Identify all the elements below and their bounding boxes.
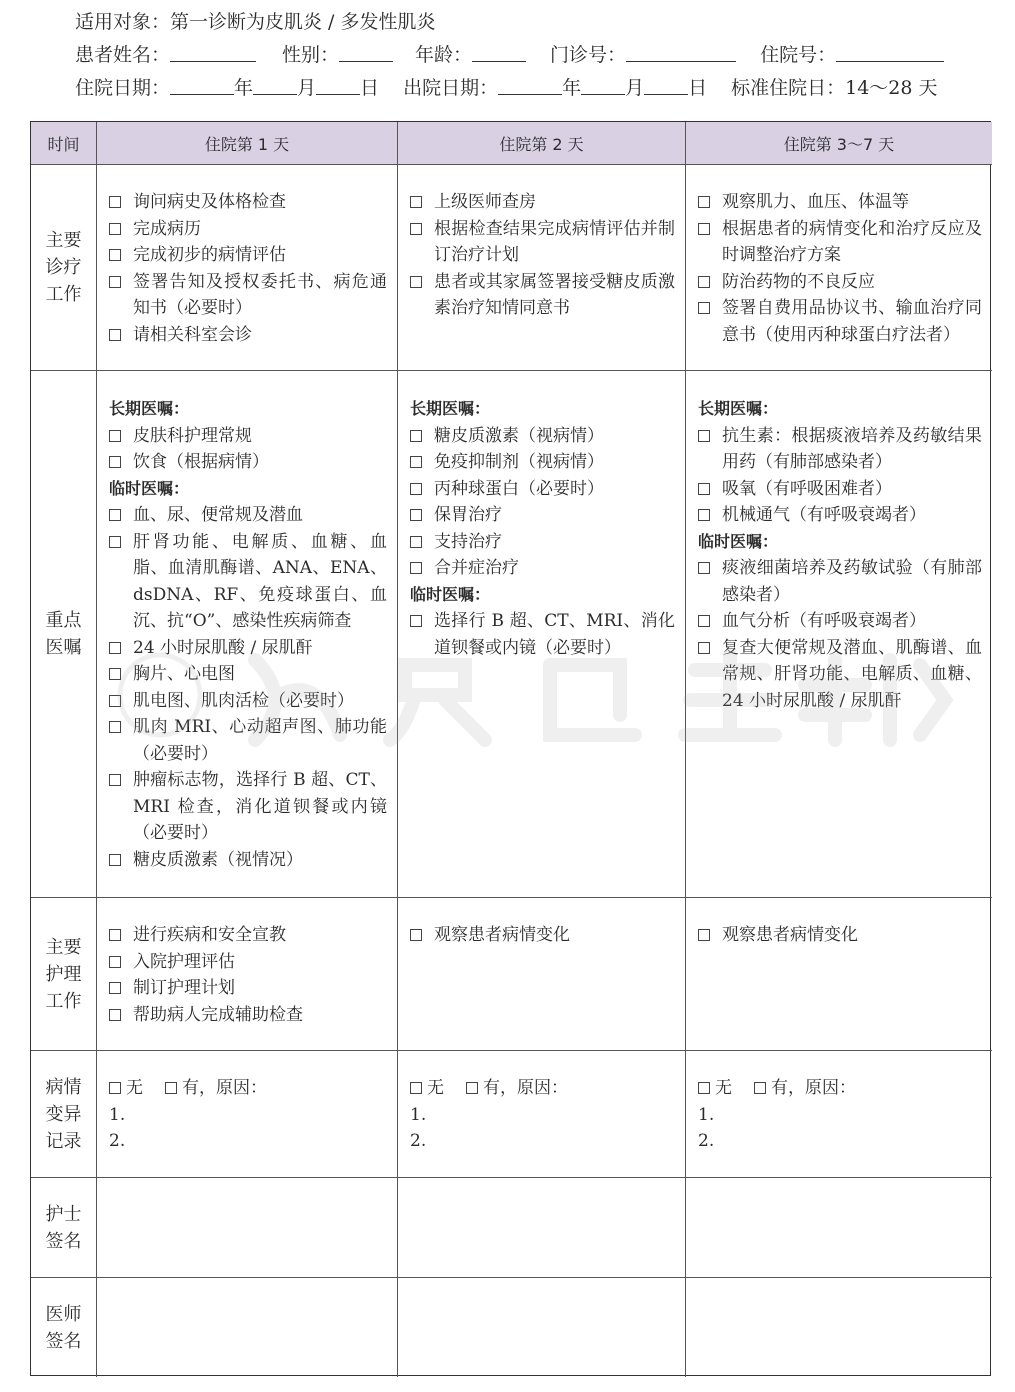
temporary-order-item: 选择行 B 超、CT、MRI、消化道钡餐或内镜（必要时）: [410, 608, 675, 661]
variation-yes-checkbox[interactable]: [165, 1075, 180, 1102]
variation-yes-checkbox[interactable]: [754, 1075, 769, 1102]
variation-reason-line[interactable]: 2.: [698, 1131, 715, 1151]
checkbox[interactable]: [109, 1002, 126, 1029]
checkbox[interactable]: [698, 269, 715, 296]
inpatient-no-label: 住院号：: [760, 44, 837, 66]
col-header-time: 时间: [31, 122, 97, 165]
variation-none-label: 无: [427, 1078, 444, 1098]
checklist-item: 观察患者病情变化: [698, 922, 982, 949]
discharge-day-unit: 日: [688, 77, 708, 99]
admit-month-field[interactable]: [253, 72, 297, 95]
clinic-no-label: 门诊号：: [550, 44, 627, 66]
checkbox[interactable]: [109, 635, 126, 662]
checklist-item: 请相关科室会诊: [109, 322, 387, 349]
admit-date-label: 住院日期：: [75, 77, 171, 99]
discharge-year-field[interactable]: [498, 72, 562, 95]
checkbox[interactable]: [410, 529, 427, 556]
form-header: [75, 6, 944, 105]
key-orders-day2: [398, 371, 686, 898]
long-term-order-item: 机械通气（有呼吸衰竭者）: [698, 502, 982, 529]
age-field[interactable]: [472, 39, 526, 62]
checkbox[interactable]: [109, 423, 126, 450]
variation-reason-line[interactable]: 1.: [410, 1104, 427, 1125]
variation-yes-label: 有，原因：: [771, 1078, 856, 1098]
variation-day1: [97, 1051, 398, 1178]
checklist-item: 制订护理计划: [109, 975, 387, 1002]
variation-yes-label: 有，原因：: [182, 1078, 267, 1098]
long-term-order-item: 保胃治疗: [410, 502, 675, 529]
checkbox[interactable]: [109, 714, 126, 767]
checkbox[interactable]: [410, 189, 427, 216]
long-term-order-item: 饮食（根据病情）: [109, 449, 387, 476]
checkbox[interactable]: [410, 502, 427, 529]
discharge-year-unit: 年: [562, 77, 582, 99]
main-work-day1: [97, 165, 398, 371]
temporary-order-item: 肌电图、肌肉活检（必要时）: [109, 688, 387, 715]
checkbox[interactable]: [410, 423, 427, 450]
header-line-3: [75, 72, 944, 105]
checklist-item: 根据患者的病情变化和治疗反应及时调整治疗方案: [698, 216, 982, 269]
variation-reason-line[interactable]: 1.: [698, 1104, 715, 1125]
inpatient-no-field[interactable]: [836, 39, 944, 62]
variation-reason-line[interactable]: 1.: [109, 1104, 126, 1125]
sex-label: 性别：: [282, 44, 340, 66]
variation-none-label: 无: [126, 1078, 143, 1098]
header-line-2: [75, 39, 944, 72]
checklist-item: 帮助病人完成辅助检查: [109, 1002, 387, 1029]
clinic-no-field[interactable]: [626, 39, 736, 62]
patient-name-field[interactable]: [170, 39, 256, 62]
variation-options: [698, 1075, 982, 1102]
checklist-item: 入院护理评估: [109, 949, 387, 976]
checklist-item: 患者或其家属签署接受糖皮质激素治疗知情同意书: [410, 269, 675, 322]
variation-day3: [686, 1051, 992, 1178]
checkbox[interactable]: [410, 216, 427, 269]
long-term-order-item: 抗生素：根据痰液培养及药敏结果用药（有肺部感染者）: [698, 423, 982, 476]
checkbox[interactable]: [109, 269, 126, 322]
checkbox[interactable]: [109, 975, 126, 1002]
checkbox[interactable]: [410, 555, 427, 582]
checklist-item: 观察患者病情变化: [410, 922, 675, 949]
temporary-order-item: 胸片、心电图: [109, 661, 387, 688]
patient-name-label: 患者姓名：: [75, 44, 171, 66]
temporary-order-item: 痰液细菌培养及药敏试验（有肺部感染者）: [698, 555, 982, 608]
long-term-order-item: 糖皮质激素（视病情）: [410, 423, 675, 450]
key-orders-day1: [97, 371, 398, 898]
admit-year-unit: 年: [234, 77, 254, 99]
doctor-sign-day3[interactable]: [686, 1278, 992, 1377]
checkbox[interactable]: [410, 922, 427, 949]
variation-day2: [398, 1051, 686, 1178]
checkbox[interactable]: [698, 423, 715, 476]
checkbox[interactable]: [109, 216, 126, 243]
header-line-1: [75, 6, 944, 39]
checkbox[interactable]: [698, 635, 715, 715]
row-label-nurse-sign: 护士签名: [31, 1178, 97, 1278]
variation-yes-label: 有，原因：: [483, 1078, 568, 1098]
main-work-day2: [398, 165, 686, 371]
checkbox[interactable]: [109, 502, 126, 529]
applicable-subject: 适用对象：第一诊断为皮肌炎 / 多发性肌炎: [75, 11, 436, 33]
discharge-day-field[interactable]: [644, 72, 688, 95]
temporary-orders-label: 临时医嘱：: [698, 531, 779, 551]
long-term-order-item: 支持治疗: [410, 529, 675, 556]
checkbox[interactable]: [698, 502, 715, 529]
long-term-orders-label: 长期医嘱：: [109, 399, 190, 418]
checkbox[interactable]: [109, 922, 126, 949]
checkbox[interactable]: [109, 449, 126, 476]
checkbox[interactable]: [698, 295, 715, 348]
variation-options: [410, 1075, 675, 1102]
admit-month-unit: 月: [297, 77, 317, 99]
variation-none-checkbox[interactable]: [109, 1075, 124, 1102]
temporary-orders-label: 临时医嘱：: [109, 478, 190, 498]
checkbox[interactable]: [410, 449, 427, 476]
long-term-order-item: 吸氧（有呼吸困难者）: [698, 476, 982, 503]
col-header-day2: 住院第 2 天: [398, 122, 686, 165]
nurse-sign-day1[interactable]: [97, 1178, 398, 1278]
checkbox[interactable]: [109, 949, 126, 976]
nurse-sign-day2[interactable]: [398, 1178, 686, 1278]
main-work-day3: [686, 165, 992, 371]
long-term-order-item: 丙种球蛋白（必要时）: [410, 476, 675, 503]
temporary-order-item: 糖皮质激素（视情况）: [109, 847, 387, 874]
long-term-order-item: 免疫抑制剂（视病情）: [410, 449, 675, 476]
row-label-doctor-sign: 医师签名: [31, 1278, 97, 1377]
checkbox[interactable]: [109, 767, 126, 847]
doctor-sign-day2[interactable]: [398, 1278, 686, 1377]
checkbox[interactable]: [698, 216, 715, 269]
discharge-date-label: 出院日期：: [403, 77, 499, 99]
variation-none-checkbox[interactable]: [410, 1075, 425, 1102]
nursing-day2: [398, 898, 686, 1051]
col-header-day1: 住院第 1 天: [97, 122, 398, 165]
temporary-order-item: 肌肉 MRI、心动超声图、肺功能（必要时）: [109, 714, 387, 767]
checkbox[interactable]: [109, 847, 126, 874]
checklist-item: 询问病史及体格检查: [109, 189, 387, 216]
checklist-item: 根据检查结果完成病情评估并制订治疗计划: [410, 216, 675, 269]
doctor-sign-day1[interactable]: [97, 1278, 398, 1377]
admit-year-field[interactable]: [170, 72, 234, 95]
checklist-item: 签署告知及授权委托书、病危通知书（必要时）: [109, 269, 387, 322]
checkbox[interactable]: [698, 922, 715, 949]
variation-none-label: 无: [715, 1078, 732, 1098]
discharge-month-unit: 月: [625, 77, 645, 99]
long-term-order-item: 合并症治疗: [410, 555, 675, 582]
checklist-item: 观察肌力、血压、体温等: [698, 189, 982, 216]
checklist-item: 完成初步的病情评估: [109, 242, 387, 269]
temporary-order-item: 血、尿、便常规及潜血: [109, 502, 387, 529]
temporary-order-item: 肿瘤标志物，选择行 B 超、CT、MRI 检查，消化道钡餐或内镜（必要时）: [109, 767, 387, 847]
checkbox[interactable]: [410, 269, 427, 322]
checkbox[interactable]: [698, 476, 715, 503]
variation-yes-checkbox[interactable]: [466, 1075, 481, 1102]
key-orders-day3: [686, 371, 992, 898]
variation-options: [109, 1075, 387, 1102]
nursing-day3: [686, 898, 992, 1051]
row-label-variation: 病情变异记录: [31, 1051, 97, 1178]
checkbox[interactable]: [109, 529, 126, 635]
temporary-order-item: 复查大便常规及潜血、肌酶谱、血常规、肝肾功能、电解质、血糖、24 小时尿肌酸 / 尿肌酐: [698, 635, 982, 715]
variation-none-checkbox[interactable]: [698, 1075, 713, 1102]
admit-day-unit: 日: [360, 77, 380, 99]
checkbox[interactable]: [698, 555, 715, 608]
discharge-month-field[interactable]: [581, 72, 625, 95]
standard-stay: 标准住院日：14～28 天: [731, 77, 938, 99]
long-term-orders-label: 长期医嘱：: [698, 399, 779, 418]
checklist-item: 签署自费用品协议书、输血治疗同意书（使用丙种球蛋白疗法者）: [698, 295, 982, 348]
row-label-key-orders: 重点医嘱: [31, 371, 97, 898]
checklist-item: 完成病历: [109, 216, 387, 243]
admit-day-field[interactable]: [316, 72, 360, 95]
checkbox[interactable]: [410, 608, 427, 661]
checkbox[interactable]: [698, 189, 715, 216]
row-label-main-work: 主要诊疗工作: [31, 165, 97, 371]
temporary-order-item: 24 小时尿肌酸 / 尿肌酐: [109, 635, 387, 662]
sex-field[interactable]: [339, 39, 393, 62]
nurse-sign-day3[interactable]: [686, 1178, 992, 1278]
variation-reason-line[interactable]: 2.: [410, 1131, 427, 1151]
checkbox[interactable]: [109, 661, 126, 688]
nursing-day1: [97, 898, 398, 1051]
checklist-item: 进行疾病和安全宣教: [109, 922, 387, 949]
temporary-order-item: 血气分析（有呼吸衰竭者）: [698, 608, 982, 635]
temporary-orders-label: 临时医嘱：: [410, 584, 491, 604]
checkbox[interactable]: [410, 476, 427, 503]
variation-reason-line[interactable]: 2.: [109, 1131, 126, 1151]
long-term-order-item: 皮肤科护理常规: [109, 423, 387, 450]
checkbox[interactable]: [109, 688, 126, 715]
row-label-nursing: 主要护理工作: [31, 898, 97, 1051]
long-term-orders-label: 长期医嘱：: [410, 399, 491, 418]
checklist-item: 上级医师查房: [410, 189, 675, 216]
col-header-day3: 住院第 3～7 天: [686, 122, 992, 165]
checkbox[interactable]: [109, 242, 126, 269]
checkbox[interactable]: [109, 322, 126, 349]
checkbox[interactable]: [698, 608, 715, 635]
age-label: 年龄：: [415, 44, 473, 66]
clinical-pathway-table: [30, 121, 991, 1376]
temporary-order-item: 肝肾功能、电解质、血糖、血脂、血清肌酶谱、ANA、ENA、dsDNA、RF、免疫球蛋白、血沉、抗“O”、感染性疾病筛查: [109, 529, 387, 635]
checklist-item: 防治药物的不良反应: [698, 269, 982, 296]
checkbox[interactable]: [109, 189, 126, 216]
